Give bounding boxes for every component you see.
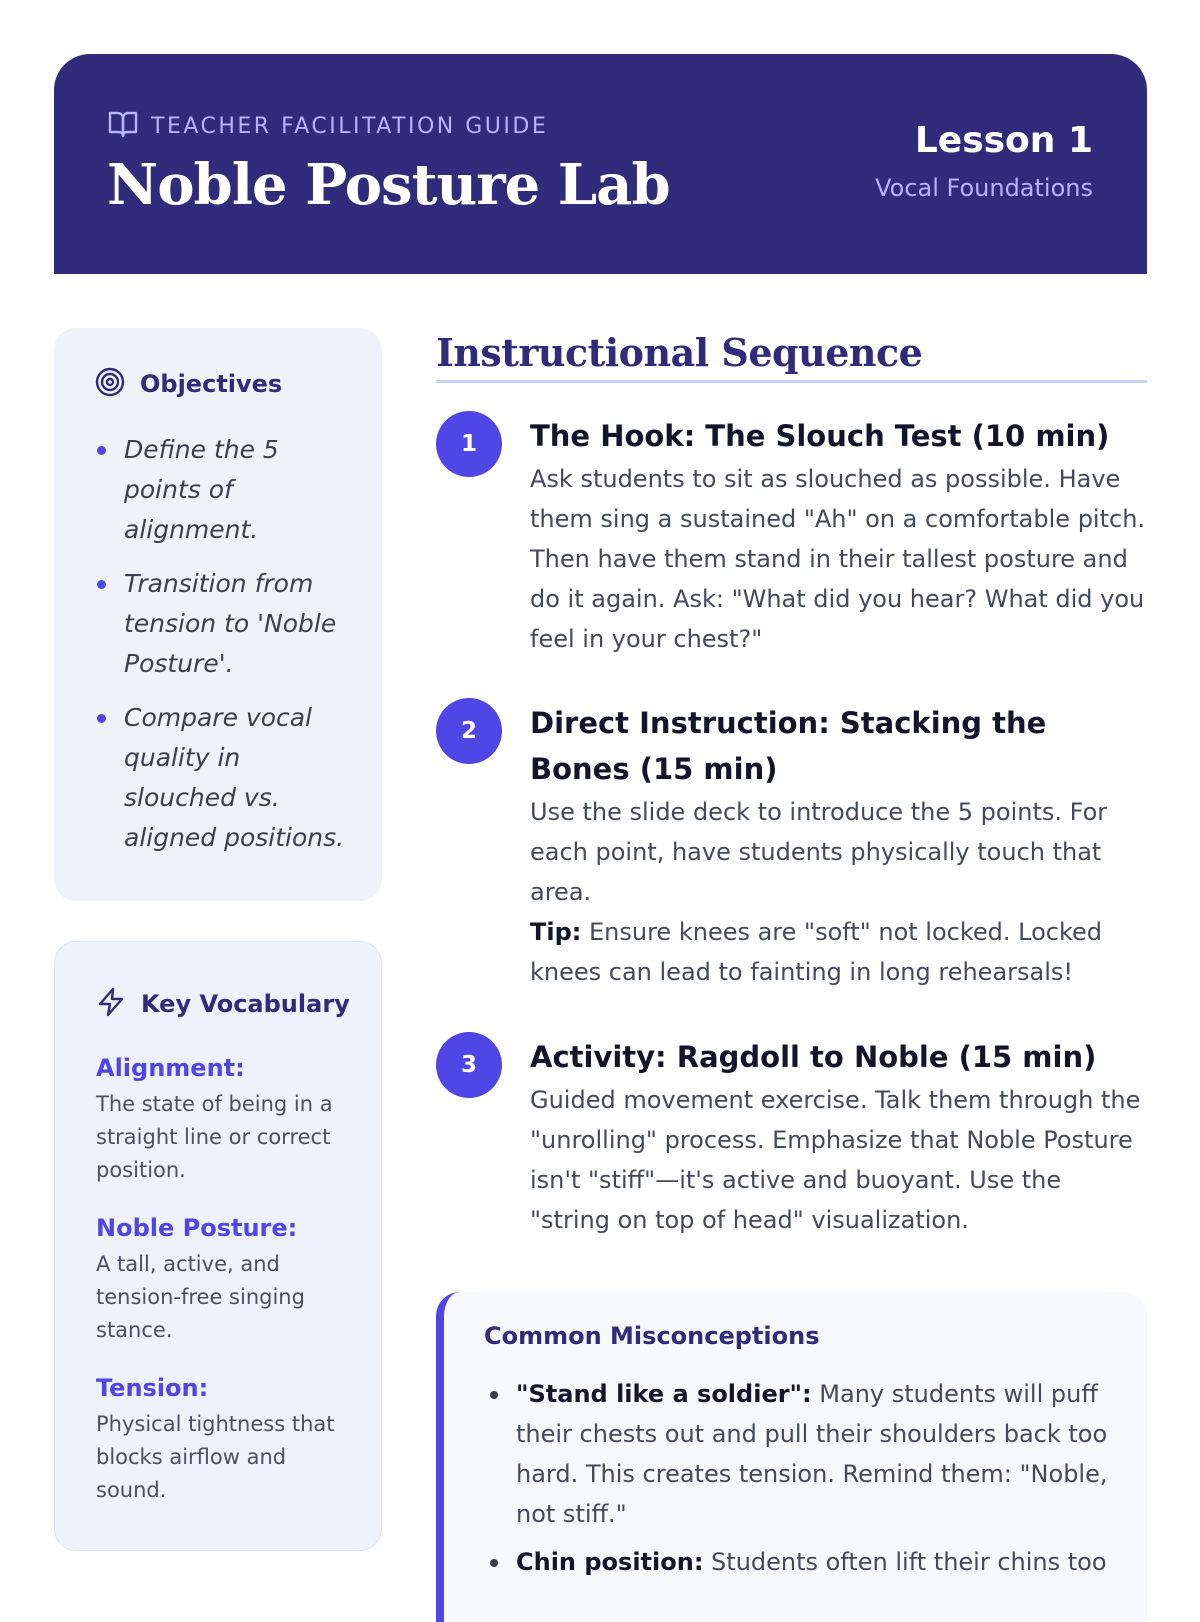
page-title: Noble Posture Lab (107, 152, 670, 218)
objectives-card (54, 328, 382, 901)
lesson-number: Lesson 1 (914, 120, 1093, 161)
tip-text: Ensure knees are "soft" not locked. Locked knees can lead to fainting in long rehearsals! (530, 918, 1103, 986)
instructional-sequence (436, 330, 1147, 375)
vocab-term-name: Tension: (96, 1374, 209, 1402)
vocab-term (96, 1214, 356, 1347)
vocab-term-name: Noble Posture: (96, 1214, 298, 1242)
misconception-item (484, 1374, 1114, 1534)
step-title: Activity: Ragdoll to Noble (15 min) (530, 1040, 1097, 1074)
vocab-term-definition: The state of being in a straight line or correct position. (96, 1092, 333, 1182)
step-tip (530, 912, 1147, 992)
step-body (530, 1034, 1147, 1240)
objectives-list (94, 430, 354, 872)
vocab-term (96, 1374, 356, 1507)
objectives-title: Objectives (140, 370, 283, 398)
step-text: Ask students to sit as slouched as possible. Have them sing a sustained "Ah" on a comfortable pitch. Then have them stand in their tallest posture and do it again. Ask: "What did you hear? What did you feel in your chest?" (530, 465, 1146, 653)
vocab-term-name: Alignment: (96, 1054, 245, 1082)
step-text: Use the slide deck to introduce the 5 points. For each point, have students physically touch that area. (530, 798, 1108, 906)
guide-kicker (107, 109, 548, 143)
objective-item: Transition from tension to 'Noble Posture'. (94, 564, 354, 684)
misconception-label: Chin position: (516, 1548, 704, 1576)
objectives-heading (94, 366, 282, 402)
step-title: Direct Instruction: Stacking the Bones (15 min) (530, 706, 1047, 786)
misconception-label: "Stand like a soldier": (516, 1380, 812, 1408)
step-text: Guided movement exercise. Talk them through the "unrolling" process. Emphasize that Noble Posture isn't "stiff"—it's active and buoyant. Use the "string on top of head" visualization. (530, 1086, 1141, 1234)
lesson-unit: Vocal Foundations (875, 174, 1093, 202)
vocabulary-card (54, 941, 382, 1551)
objective-item: Define the 5 points of alignment. (94, 430, 354, 550)
vocab-term (96, 1054, 356, 1187)
vocabulary-title: Key Vocabulary (141, 990, 350, 1018)
misconception-item (484, 1542, 1114, 1582)
step-number: 1 (436, 411, 502, 477)
target-icon (94, 366, 126, 402)
tip-label: Tip: (530, 918, 582, 946)
misconception-text: Many students will puff their chests out and pull their shoulders back too hard. This creates tension. Remind them: "Noble, not stiff." (516, 1380, 1108, 1528)
objective-item: Compare vocal quality in slouched vs. aligned positions. (94, 698, 354, 858)
vocab-term-definition: A tall, active, and tension-free singing stance. (96, 1252, 305, 1342)
step-body (530, 413, 1147, 659)
step-body (530, 700, 1147, 992)
vocabulary-heading (95, 986, 350, 1022)
misconceptions-list (484, 1374, 1114, 1590)
section-divider (436, 380, 1147, 383)
lesson-header (54, 54, 1147, 274)
misconceptions-callout (436, 1292, 1147, 1622)
misconceptions-title: Common Misconceptions (484, 1322, 820, 1350)
step-number: 2 (436, 698, 502, 764)
lightning-icon (95, 986, 127, 1022)
book-open-icon (107, 109, 139, 143)
vocab-term-definition: Physical tightness that blocks airflow and sound. (96, 1412, 335, 1502)
step-number: 3 (436, 1032, 502, 1098)
misconception-text: Students often lift their chins too (703, 1548, 1107, 1576)
section-title: Instructional Sequence (436, 330, 923, 375)
kicker-label: TEACHER FACILITATION GUIDE (151, 113, 549, 139)
step-title: The Hook: The Slouch Test (10 min) (530, 419, 1110, 453)
